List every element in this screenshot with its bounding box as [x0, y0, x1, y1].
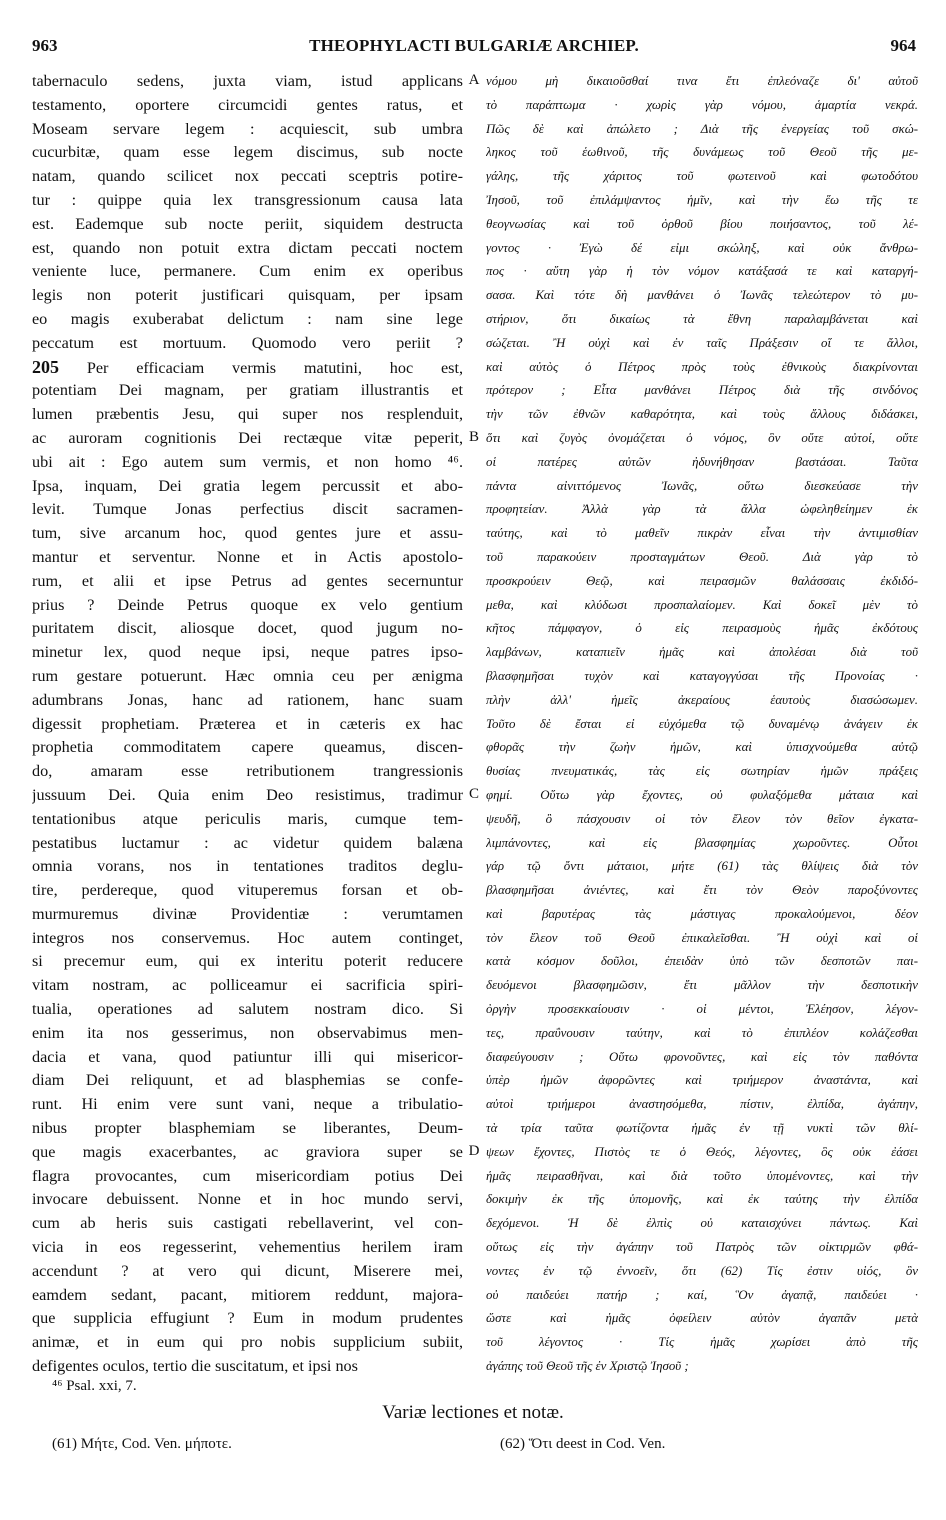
- latin-text-line: legis non poterit justificari quisquam, per ipsam: [32, 286, 463, 305]
- greek-text-line: Πῶς δὲ καὶ ἀπώλετο ; Διὰ τῆς ἐνεργείας τοῦ σκώ-: [486, 121, 918, 136]
- latin-text-line: tum, sive arcanum hoc, quod gentes jure et assu-: [32, 524, 463, 543]
- greek-text-line: δεχόμενοι. Ἡ δὲ ἐλπὶς οὐ καταισχύνει πάντως. Καὶ: [486, 1216, 918, 1231]
- greek-text-line: ὑπὲρ ἡμῶν ἀφορῶντες καὶ τριήμερον ἀναστάντα, καὶ: [486, 1073, 918, 1088]
- latin-text-line: murmuremus divinæ Providentiæ : verumtamen: [32, 904, 463, 923]
- latin-text-line: est. Eademque sub nocte periit, siquidem destructa: [32, 214, 463, 233]
- latin-text-line: peccatum est mortuum. Quomodo vero periit ?: [32, 333, 463, 352]
- greek-text-line: βλασφημῆσαι τυχὸν καὶ καταγογγύσαι τῆς Προνοίας ·: [486, 668, 918, 683]
- greek-text-line: γάρ τῷ ὄντι μάταιοι, μήτε (61) τὰς θλίψεις διὰ τὸν: [486, 859, 918, 874]
- greek-text-line: Τοῦτο δὲ ἔσται εἰ εὐχόμεθα τῷ δυναμένῳ ἀνάγειν ἐκ: [486, 716, 918, 731]
- greek-text-line: καὶ αὐτὸς ὁ Πέτρος πρὸς τοὺς ἐθνικοὺς διακρίνονται: [486, 359, 918, 374]
- greek-text-line: νόμου μὴ δικαιοῦσθαί τινα ἔτι ἐπλεόναζε δι' αὐτοῦ: [486, 74, 918, 88]
- section-marker: C: [468, 786, 479, 802]
- latin-text-line: pestatibus luctamur : ac videtur quidem balæna: [32, 833, 463, 852]
- latin-text-line: diam Dei reliquunt, et ad blasphemias se confe-: [32, 1071, 463, 1090]
- running-header: [32, 36, 916, 62]
- latin-text-line: testamento, oportere circumcidi gentes ratus, et: [32, 95, 463, 114]
- latin-text-line: tire, perdereque, quod vituperemus forsan et ob-: [32, 881, 463, 900]
- latin-text-line: adumbrans Jonas, hanc ad rationem, hanc suam: [32, 690, 463, 709]
- greek-text-line: γάλης, τῆς χάριτος τοῦ φωτεινοῦ καὶ φωτοδότου: [486, 169, 918, 184]
- greek-text-line: θυσίας πνευματικάς, τὰς εἰς σωτηρίαν ἡμῶν πράξεις: [486, 764, 918, 779]
- greek-text-line: ληκος τοῦ ἑωθινοῦ, τῆς δυνάμεως τοῦ Θεοῦ τῆς με-: [486, 145, 918, 160]
- latin-text-line: vitam nostram, ac polliceamur ei sacrificia spiri-: [32, 976, 463, 995]
- latin-text-line: defigentes oculos, tertio die suscitatum, et ipsi nos: [32, 1357, 358, 1376]
- latin-text-line: prophetia commoditatem capere queamus, discen-: [32, 738, 463, 757]
- greek-text-line: ὀργὴν προσεκκαίουσιν · οἱ μέντοι, Ἐλέησον, λέγον-: [486, 1002, 918, 1017]
- section-marker: B: [468, 429, 479, 445]
- section-marker: D: [468, 1143, 480, 1159]
- latin-text-line: rum gestare potuerunt. Hæc omnia ceu per ænigma: [32, 666, 463, 685]
- latin-text-line: digessit prophetiam. Præterea et in cæteris ex hac: [32, 714, 463, 733]
- greek-text-line: τὰ τρία ταῦτα φωτίζοντα ἡμᾶς ἐν τῇ νυκτὶ τῶν θλί-: [486, 1121, 918, 1136]
- latin-text-line: cucurbitæ, quam esse legem discimus, sub nocte: [32, 143, 463, 162]
- latin-text-line: mantur et serventur. Nonne et in Actis apostolo-: [32, 547, 463, 566]
- greek-text-line: ταύτης, καὶ τὸ μαθεῖν πικρὰν εἶναι τὴν ἀντιμισθίαν: [486, 526, 918, 541]
- latin-text-line: tur : quippe quia lex transgressionum causa lata: [32, 190, 463, 209]
- running-title: THEOPHYLACTI BULGARIÆ ARCHIEP.: [309, 36, 639, 55]
- latin-text-line: invocare debuissent. Nonne et in hoc mundo servi,: [32, 1190, 463, 1209]
- latin-column: [32, 70, 463, 1379]
- latin-text-line: tentationibus atque periculis maris, cumque tem-: [32, 809, 463, 828]
- greek-text-line: πλὴν ἀλλ' ἡμεῖς ἀκεραίους ἑαυτοὺς διασώσωμεν.: [486, 692, 918, 707]
- greek-text-line: λιμπάνοντες, καὶ εἰς βλασφημίας χωροῦντες. Οὗτοι: [486, 835, 918, 850]
- latin-text-line: do, amaram esse retributionem trangressionis: [32, 762, 463, 781]
- variae-lectiones-title: Variæ lectiones et notæ.: [382, 1402, 564, 1423]
- greek-text-line: τὸν ἔλεον τοῦ Θεοῦ ἐπικαλεῖσθαι. Ἢ οὐχὶ καὶ οἱ: [486, 930, 918, 945]
- greek-text-line: νοντες ἐν τῷ ἐννοεῖν, ὅτι (62) Τίς ἐστιν υἱός, ὃν: [486, 1263, 918, 1278]
- latin-text-line: eo magis exuberabat delictum : nam sine lege: [32, 309, 463, 328]
- latin-text-line: accendunt ? at vero qui dicunt, Miserere mei,: [32, 1261, 463, 1280]
- latin-text-line: ubi ait : Ego autem sum vermis, et non homo ⁴⁶.: [32, 452, 463, 471]
- column-number-marker: 205: [32, 356, 59, 377]
- latin-text-line: natam, quando scilicet nox peccati sceptris potire-: [32, 167, 463, 186]
- latin-text-line: omnia vorans, nos in tentationes traditos deglu-: [32, 857, 463, 876]
- greek-column: [486, 70, 918, 1379]
- greek-text-line: ψευδῆ, ὃ πάσχουσιν οἱ τὸν ἔλεον τὸν θεῖον ἐγκατα-: [486, 811, 918, 826]
- greek-text-line: γοντος · Ἐγὼ δέ εἰμι σκώληξ, καὶ οὐκ ἄνθρω-: [486, 240, 918, 255]
- latin-text-line: lumen præbentis Jesu, qui super nos resplenduit,: [32, 405, 463, 424]
- greek-text-line: προφητείαν. Ἀλλὰ γὰρ τὰ ἄλλα ὠφεληθείημεν ἐκ: [486, 502, 918, 517]
- latin-text-line: levit. Tumque Jonas perfectius discit sacramen-: [32, 500, 463, 519]
- greek-text-line: πρότερον ; Εἶτα μανθάνει Πέτρος διὰ τῆς σινδόνος: [486, 383, 918, 398]
- latin-text-line: enim ita nos gesserimus, non observabimus men-: [32, 1023, 463, 1042]
- latin-text-line: si precemur eum, qui ex interitu poterit reducere: [32, 952, 463, 971]
- greek-text-line: δοκιμὴν ἐκ τῆς ὑπομονῆς, καὶ ἐκ ταύτης τὴν ἐλπίδα: [486, 1192, 918, 1207]
- greek-text-line: ὅτι καὶ ζυγὸς ὀνομάζεται ὁ νόμος, ὃν οὔτε αὐτοί, οὔτε: [486, 430, 918, 445]
- latin-text-line: que magis exacerbantes, ac graviora super se: [32, 1142, 463, 1161]
- greek-text-line: σασα. Καὶ τότε δὴ μανθάνει ὁ Ἰωνᾶς τελεώτερον τὸ μυ-: [486, 288, 918, 303]
- greek-text-line: μεθα, καὶ κλύδωσι προσπαλαίομεν. Καὶ δοκεῖ μὲν τὸ: [486, 597, 918, 612]
- greek-text-line: τοῦ παρακούειν προσταγμάτων Θεοῦ. Διὰ γὰρ τὸ: [486, 549, 918, 564]
- greek-text-line: δευόμενοι βλασφημῶσιν, ἔτι μᾶλλον τὴν δεσποτικὴν: [486, 978, 918, 993]
- latin-text-line: est, quando non potuit extra dictam peccati noctem: [32, 238, 463, 257]
- page-number-left: 963: [32, 36, 58, 55]
- greek-text-line: ὥστε καὶ ἡμᾶς ὀφείλειν αὐτὸν ἀγαπᾶν μετὰ: [486, 1311, 918, 1326]
- greek-text-line: ἀγάπης τοῦ Θεοῦ τῆς ἐν Χριστῷ Ἰησοῦ ;: [486, 1359, 689, 1374]
- latin-text-line: dacia et vana, quod patiuntur illi qui misericor-: [32, 1047, 463, 1066]
- variant-note-61: (61) Μήτε, Cod. Ven. μήποτε.: [52, 1436, 232, 1452]
- latin-text-line: cum ab heris suis castigati rebellaverint, vel con-: [32, 1214, 463, 1233]
- latin-text-line: que supplicia effugiunt ? Eum in modum prudentes: [32, 1309, 463, 1328]
- latin-text-line: tualia, operationes ad salutem nostram dico. Si: [32, 1000, 463, 1019]
- latin-text-line: puritatem discit, aliosque docet, quod jugum no-: [32, 619, 463, 638]
- greek-text-line: διαφεύγουσιν ; Οὕτω φρονοῦντες, καὶ εἰς τὸν παθόντα: [486, 1049, 918, 1064]
- footnote: ⁴⁶ Psal. xxi, 7.: [52, 1378, 137, 1394]
- latin-text-line: vicia in eos regesserint, vehementius herilem iram: [32, 1238, 463, 1257]
- latin-text-line: integros nos conservemus. Hoc autem continget,: [32, 928, 463, 947]
- greek-text-line: τοῦ λέγοντος · Τίς ἡμᾶς χωρίσει ἀπὸ τῆς: [486, 1335, 918, 1350]
- greek-text-line: οὕτως εἰς τὴν ἀγάπην τοῦ Πατρὸς τῶν οἰκτιρμῶν φθά-: [486, 1240, 918, 1255]
- latin-text-line: Ipsa, inquam, Dei gratia legem percussit et abo-: [32, 476, 463, 495]
- greek-text-line: τες, πραΰνουσιν ταύτην, καὶ τὸ ἐπιπλέον κολάζεσθαι: [486, 1025, 918, 1040]
- latin-text-line: animæ, et in eum qui pro nobis supplicium subiit,: [32, 1333, 463, 1352]
- latin-text-line: nibus propter blasphemiam se liberantes, Deum-: [32, 1119, 463, 1138]
- greek-text-line: ψεων ἔχοντες, Πιστὸς τε ὁ Θεός, λέγοντες, ὃς οὐκ ἐάσει: [486, 1144, 918, 1159]
- greek-text-line: οὐ παιδεύει πατήρ ; καί, Ὃν ἀγαπᾷ, παιδεύει ·: [486, 1287, 918, 1302]
- page-number-right: 964: [890, 36, 916, 55]
- latin-text-line: tabernaculo sedens, juxta viam, istud applicans: [32, 72, 463, 90]
- greek-text-line: ἡμᾶς πειρασθῆναι, καὶ διὰ τοῦτο ὑπομένοντες, καὶ τὴν: [486, 1168, 918, 1183]
- latin-text-line: veniente luce, permanere. Cum enim ex operibus: [32, 262, 463, 281]
- greek-text-line: τὸ παράπτωμα · χωρὶς γὰρ νόμου, ἁμαρτία νεκρά.: [486, 97, 918, 112]
- greek-text-line: κῆτος πάμφαγον, ὁ εἰς πειρασμοὺς ἡμᾶς ἐκδότους: [486, 621, 918, 636]
- greek-text-line: φημί. Οὕτω γὰρ ἔχοντες, οὐ φυλαξόμεθα μάταια καὶ: [486, 787, 918, 802]
- latin-text-line: jussuum Dei. Quia enim Deo resistimus, tradimur: [32, 785, 463, 804]
- greek-text-line: σώζεται. Ἢ οὐχὶ καὶ ἐν ταῖς Πράξεσιν οἵ τε ἄλλοι,: [486, 335, 918, 350]
- latin-text-line: ac auroram cognitionis Dei rectæque vitæ peperit,: [32, 428, 463, 447]
- section-marker: A: [468, 72, 480, 88]
- greek-text-line: θεογνωσίας καὶ τοῦ ὀρθοῦ βίου ποιήσαντος, τοῦ λέ-: [486, 216, 918, 231]
- latin-text-line: minetur lex, quod neque ipsi, neque patres ipso-: [32, 643, 463, 662]
- greek-text-line: καὶ βαρυτέρας τὰς μάστιγας προκαλούμενοι, δέον: [486, 906, 918, 921]
- greek-text-line: Ἰησοῦ, τοῦ ἐπιλάμψαντος ἡμῖν, καὶ τὴν ἕω τῆς τε: [486, 192, 918, 207]
- latin-text-line: prius ? Deinde Petrus quoque ex velo gentium: [32, 595, 463, 614]
- greek-text-line: κατὰ κόσμον δοῦλοι, ἐπειδὰν ὑπὸ τῶν δεσποτῶν παι-: [486, 954, 918, 969]
- latin-text-line: potentiam Dei magnam, per gratiam illustrantis et: [32, 381, 463, 400]
- greek-text-line: στήριον, ὅτι δικαίως τὰ ἔθνη παραλαμβάνεται καὶ: [486, 311, 918, 326]
- greek-text-line: φθορᾶς τὴν ζωὴν ἡμῶν, καὶ ὑπισχνούμεθα αὐτῷ: [486, 740, 918, 755]
- latin-text-line: eamdem sedant, pacant, mitiorem reddunt, majora-: [32, 1285, 463, 1304]
- greek-text-line: τὴν τῶν ἐθνῶν καθαρότητα, καὶ τοὺς ἄλλους διδάσκει,: [486, 407, 918, 422]
- latin-text-line: Moseam servare legem : acquiescit, sub umbra: [32, 119, 463, 138]
- greek-text-line: λαμβάνων, καταπιεῖν ἡμᾶς καὶ ἀπολέσαι διὰ τοῦ: [486, 645, 918, 660]
- greek-text-line: βλασφημῆσαι ἀνιέντες, καὶ ἔτι τὸν Θεὸν παροξύνοντες: [486, 883, 918, 898]
- latin-text-line: 205 Per efficaciam vermis matutini, hoc est,: [32, 356, 463, 377]
- variant-note-62: (62) Ὅτι deest in Cod. Ven.: [500, 1436, 666, 1452]
- greek-text-line: πος · αὕτη γὰρ ἡ τὸν νόμον κατάξασά τε καὶ καταργή-: [486, 264, 918, 279]
- greek-text-line: πάντα αἰνιττόμενος Ἰωνᾶς, οὕτω διεσκεύασε τὴν: [486, 478, 918, 493]
- greek-text-line: προσκρούειν Θεῷ, καὶ πειρασμῶν θαλάσσαις ἐκδιδό-: [486, 573, 918, 588]
- greek-text-line: οἱ πατέρες αὐτῶν ἠδυνήθησαν βαστάσαι. Ταῦτα: [486, 454, 918, 469]
- latin-text-line: rum, et alii et ipse Petrus ad gentes secernuntur: [32, 571, 463, 590]
- latin-text-line: runt. Hi enim vere sunt vani, neque a tribulatio-: [32, 1095, 463, 1114]
- greek-text-line: αὐτοὶ τριήμεροι ἀναστησόμεθα, πίστιν, ἐλπίδα, ἀγάπην,: [486, 1097, 918, 1112]
- latin-text-line: flagra provocantes, cum misericordiam potius Dei: [32, 1166, 463, 1185]
